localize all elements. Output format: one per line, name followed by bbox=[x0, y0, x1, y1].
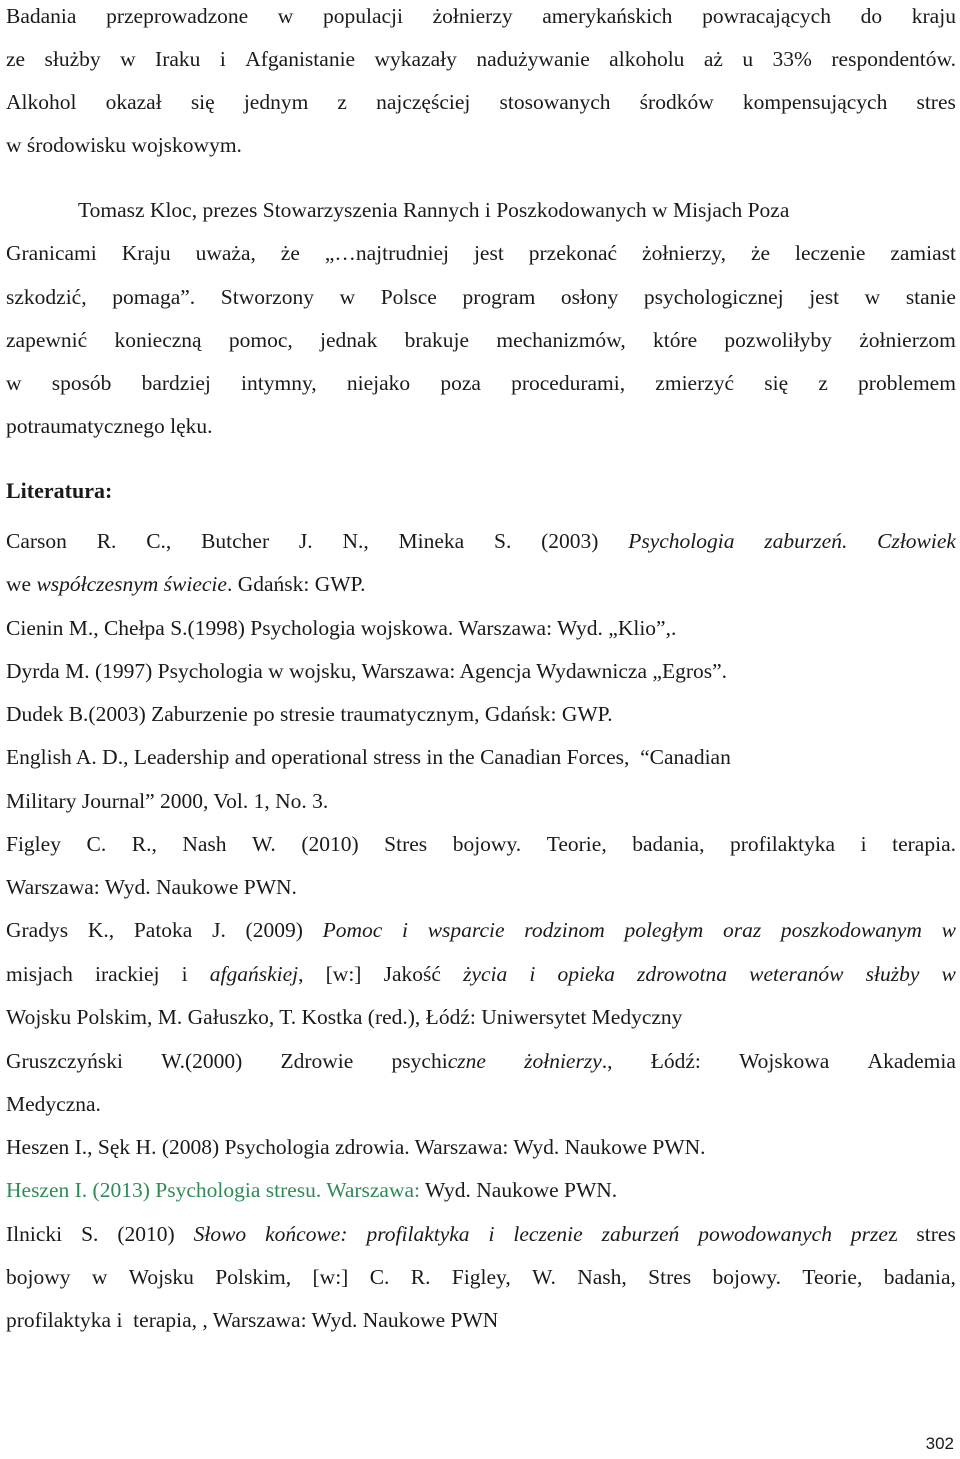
word: zaburzeń bbox=[601, 1222, 680, 1246]
word: służby bbox=[44, 47, 101, 71]
text-line bbox=[6, 571, 956, 597]
word: wykazały bbox=[374, 47, 457, 71]
text-line bbox=[6, 701, 956, 727]
text-line bbox=[6, 1004, 956, 1030]
word: Słowo bbox=[193, 1222, 247, 1246]
text-line bbox=[6, 874, 956, 900]
word: respondentów. bbox=[831, 47, 956, 71]
word: C. bbox=[369, 1265, 390, 1289]
word bbox=[524, 1048, 612, 1074]
text-segment: profilaktyka i terapia, , Warszawa: Wyd. Naukowe PWN bbox=[6, 1308, 499, 1332]
word: Stworzony bbox=[220, 285, 314, 309]
word: stres bbox=[916, 90, 956, 114]
text-line-content bbox=[6, 46, 956, 72]
word: w bbox=[339, 285, 356, 309]
text-segment: Warszawa: Wyd. Naukowe PWN. bbox=[6, 875, 297, 899]
word: Stres bbox=[384, 832, 428, 856]
word: z bbox=[818, 371, 828, 395]
text-segment: Literatura: bbox=[6, 478, 113, 503]
word: jest bbox=[809, 285, 840, 309]
word: jest bbox=[473, 241, 504, 265]
word: że bbox=[750, 241, 771, 265]
word: K., bbox=[87, 918, 115, 942]
word bbox=[210, 961, 304, 987]
word: intymny, bbox=[241, 371, 317, 395]
text-line-content bbox=[6, 1091, 956, 1117]
word: terapia. bbox=[892, 832, 956, 856]
word: bardziej bbox=[141, 371, 211, 395]
word: afgańskiej bbox=[209, 962, 299, 986]
word: rodzinom bbox=[524, 918, 605, 942]
word: i bbox=[181, 962, 188, 986]
word: (2010) bbox=[301, 832, 359, 856]
word: procedurami, bbox=[511, 371, 626, 395]
text-segment: Tomasz Kloc, prezes Stowarzyszenia Rannych i Poszkodowanych w Misjach Poza bbox=[78, 198, 790, 222]
word: w bbox=[91, 1265, 108, 1289]
text-line-content bbox=[6, 89, 956, 115]
word: Iraku bbox=[155, 47, 201, 71]
word: prze bbox=[850, 1222, 888, 1246]
text-segment: . Gdańsk: GWP. bbox=[226, 572, 366, 596]
word: (2010) bbox=[117, 1222, 175, 1246]
word: i bbox=[402, 918, 408, 942]
text-line-content bbox=[6, 327, 956, 353]
text-line-content bbox=[6, 1264, 956, 1290]
text-segment: współczesnym świecie bbox=[36, 572, 227, 596]
word: oraz bbox=[722, 918, 762, 942]
word: sposób bbox=[51, 371, 112, 395]
word: Alkohol bbox=[6, 90, 77, 114]
word: leczenie bbox=[513, 1222, 583, 1246]
word: weteranów bbox=[749, 962, 844, 986]
text-line bbox=[6, 831, 956, 857]
word: Polskim, bbox=[215, 1265, 292, 1289]
word: J. bbox=[298, 529, 313, 553]
word: wsparcie bbox=[427, 918, 505, 942]
word: uważa, bbox=[195, 241, 256, 265]
text-line bbox=[6, 1307, 956, 1333]
text-line bbox=[6, 327, 956, 353]
word: psychologicznej bbox=[643, 285, 784, 309]
text-line bbox=[6, 1221, 956, 1247]
word: Jakość bbox=[383, 962, 441, 986]
word: C., bbox=[146, 529, 172, 553]
text-line bbox=[6, 1264, 956, 1290]
text-line bbox=[6, 1134, 956, 1160]
text-segment: Military Journal” 2000, Vol. 1, No. 3. bbox=[6, 789, 329, 813]
word: Psychologia bbox=[628, 529, 735, 553]
text-line bbox=[6, 788, 956, 814]
section-heading bbox=[6, 478, 956, 504]
word: w bbox=[941, 918, 956, 942]
word: w bbox=[864, 285, 881, 309]
word: amerykańskich bbox=[542, 4, 673, 28]
text-line-content bbox=[6, 3, 956, 29]
word: Ilnicki bbox=[6, 1222, 63, 1246]
word: osłony bbox=[560, 285, 619, 309]
word: i bbox=[529, 962, 536, 986]
text-line bbox=[6, 961, 956, 987]
word: Figley bbox=[6, 832, 61, 856]
text-line-content bbox=[6, 370, 956, 396]
word: poległym bbox=[624, 918, 704, 942]
word: bojowy. bbox=[452, 832, 522, 856]
word: środków bbox=[639, 90, 714, 114]
word: R., bbox=[131, 832, 157, 856]
text-line bbox=[6, 3, 956, 29]
word: szkodzić, bbox=[6, 285, 87, 309]
word: Teorie, bbox=[802, 1265, 863, 1289]
word: Figley, bbox=[451, 1265, 511, 1289]
word: Mineka bbox=[398, 529, 465, 553]
text-segment: English A. D., Leadership and operational stress in the Canadian Forces, “Canadian bbox=[6, 745, 731, 769]
word: że bbox=[280, 241, 300, 265]
word bbox=[392, 1048, 486, 1074]
text-line bbox=[6, 240, 956, 266]
word: C. bbox=[86, 832, 107, 856]
word: i bbox=[860, 832, 867, 856]
word: u bbox=[742, 47, 754, 71]
text-line-content bbox=[6, 413, 956, 439]
word: poszkodowanym bbox=[780, 918, 922, 942]
word: końcowe: bbox=[265, 1222, 348, 1246]
text-line bbox=[6, 284, 956, 310]
word: nadużywanie bbox=[476, 47, 590, 71]
word: okazał bbox=[105, 90, 162, 114]
word: służby bbox=[865, 962, 920, 986]
text-line bbox=[6, 917, 956, 943]
word: aż bbox=[703, 47, 723, 71]
word: ze bbox=[6, 47, 26, 71]
word: Stres bbox=[648, 1265, 692, 1289]
word: alkoholu bbox=[609, 47, 685, 71]
text-line-content bbox=[6, 788, 956, 814]
word: bojowy. bbox=[712, 1265, 781, 1289]
word: stosowanych bbox=[499, 90, 611, 114]
text-line bbox=[78, 197, 960, 223]
word: powodowanych bbox=[698, 1222, 832, 1246]
word bbox=[851, 1221, 898, 1247]
text-segment: we bbox=[6, 572, 37, 596]
text-line bbox=[6, 1048, 956, 1074]
word: profilaktyka bbox=[730, 832, 836, 856]
word: jednym bbox=[243, 90, 309, 114]
word: niejako bbox=[346, 371, 411, 395]
word: w bbox=[6, 371, 22, 395]
word: żołnierzom bbox=[859, 328, 956, 352]
text-line-content bbox=[6, 240, 956, 266]
word: badania, bbox=[632, 832, 705, 856]
word: życia bbox=[463, 962, 508, 986]
word: psychi bbox=[391, 1049, 448, 1073]
word: przeprowadzone bbox=[106, 4, 249, 28]
word: Łódź: bbox=[650, 1049, 701, 1073]
word: zdrowotna bbox=[636, 962, 727, 986]
word: Gruszczyński bbox=[6, 1049, 124, 1073]
text-segment: Wyd. Naukowe PWN. bbox=[425, 1178, 618, 1202]
text-line bbox=[6, 744, 956, 770]
word: Afganistanie bbox=[245, 47, 356, 71]
text-line bbox=[6, 413, 956, 439]
word: czne bbox=[447, 1049, 486, 1073]
text-line-content bbox=[6, 961, 956, 987]
word: ., bbox=[601, 1049, 613, 1073]
word: przekonać bbox=[528, 241, 618, 265]
text-line-content bbox=[6, 658, 956, 684]
text-line-content bbox=[6, 1307, 956, 1333]
text-line-content bbox=[78, 197, 960, 223]
text-segment: Heszen I. (2013) Psychologia stresu. Warszawa: bbox=[6, 1178, 426, 1202]
text-line bbox=[6, 46, 956, 72]
word: S. bbox=[493, 529, 512, 553]
word: Człowiek bbox=[877, 529, 956, 553]
text-line-content bbox=[6, 831, 956, 857]
text-line bbox=[6, 615, 956, 641]
word: żołnierzy, bbox=[642, 241, 726, 265]
word: w bbox=[277, 4, 294, 28]
text-line bbox=[6, 528, 956, 554]
text-segment: Dyrda M. (1997) Psychologia w wojsku, Warszawa: Agencja Wydawnicza „Egros”. bbox=[6, 659, 728, 683]
text-line bbox=[6, 370, 956, 396]
word: [w:] bbox=[325, 962, 362, 986]
word: profilaktyka bbox=[366, 1222, 470, 1246]
word: pomaga”. bbox=[112, 285, 196, 309]
word: i bbox=[219, 47, 226, 71]
word: Wojsku bbox=[128, 1265, 194, 1289]
word: jednak bbox=[320, 328, 378, 352]
text-segment: Medyczna. bbox=[6, 1092, 101, 1116]
text-line-content bbox=[6, 132, 956, 158]
text-line bbox=[6, 89, 956, 115]
text-line-content bbox=[6, 1048, 956, 1074]
text-segment: potraumatycznego lęku. bbox=[6, 414, 213, 438]
word: z bbox=[337, 90, 347, 114]
word: program bbox=[462, 285, 536, 309]
word: W. bbox=[252, 832, 276, 856]
word: R. bbox=[410, 1265, 431, 1289]
word: żołnierzy bbox=[524, 1049, 602, 1073]
word: do bbox=[860, 4, 883, 28]
word: Badania bbox=[6, 4, 77, 28]
word: J. bbox=[212, 918, 226, 942]
word: pomoc, bbox=[228, 328, 293, 352]
word: S. bbox=[81, 1222, 99, 1246]
text-segment: Cienin M., Chełpa S.(1998) Psychologia wojskowa. Warszawa: Wyd. „Klio”,. bbox=[6, 616, 677, 640]
text-segment: Wojsku Polskim, M. Gałuszko, T. Kostka (red.), Łódź: Uniwersytet Medyczny bbox=[6, 1005, 683, 1029]
text-line-content bbox=[6, 615, 956, 641]
word: problemem bbox=[858, 371, 956, 395]
word: populacji bbox=[322, 4, 403, 28]
word: kompensujących bbox=[742, 90, 888, 114]
word: Butcher bbox=[201, 529, 270, 553]
word: poza bbox=[440, 371, 481, 395]
word: Teorie, bbox=[546, 832, 607, 856]
word: zamiast bbox=[890, 241, 956, 265]
text-line-content bbox=[6, 284, 956, 310]
word: , bbox=[298, 962, 304, 986]
word: które bbox=[652, 328, 698, 352]
word: brakuje bbox=[404, 328, 470, 352]
word: stres bbox=[916, 1222, 956, 1246]
text-segment: w środowisku wojskowym. bbox=[6, 133, 242, 157]
word: Gradys bbox=[6, 918, 69, 942]
word: badania, bbox=[883, 1265, 956, 1289]
word: pozwoliłyby bbox=[724, 328, 832, 352]
word: Granicami bbox=[6, 241, 97, 265]
word: i bbox=[488, 1222, 495, 1246]
word: W. bbox=[532, 1265, 556, 1289]
text-line-content bbox=[6, 874, 956, 900]
text-line-content bbox=[6, 1177, 956, 1203]
word: Pomoc bbox=[322, 918, 383, 942]
word: mechanizmów, bbox=[496, 328, 626, 352]
text-line-content bbox=[6, 744, 956, 770]
text-segment: Heszen I., Sęk H. (2008) Psychologia zdrowia. Warszawa: Wyd. Naukowe PWN. bbox=[6, 1135, 706, 1159]
text-line bbox=[6, 1177, 956, 1203]
word: Kraju bbox=[121, 241, 171, 265]
text-line-content bbox=[6, 571, 956, 597]
word: R. bbox=[96, 529, 117, 553]
word: Carson bbox=[6, 529, 67, 553]
text-line-content bbox=[6, 701, 956, 727]
page-number: 302 bbox=[925, 1434, 954, 1453]
word: leczenie bbox=[794, 241, 866, 265]
text-segment: Dudek B.(2003) Zaburzenie po stresie traumatycznym, Gdańsk: GWP. bbox=[6, 702, 613, 726]
word: konieczną bbox=[114, 328, 202, 352]
word: zapewnić bbox=[6, 328, 88, 352]
word: zaburzeń. bbox=[764, 529, 848, 553]
word: się bbox=[190, 90, 215, 114]
text-line bbox=[6, 658, 956, 684]
word: Zdrowie bbox=[280, 1049, 354, 1073]
word: kraju bbox=[911, 4, 956, 28]
text-line-content bbox=[6, 1221, 956, 1247]
word: najczęściej bbox=[376, 90, 471, 114]
word: misjach bbox=[6, 962, 73, 986]
word: 33% bbox=[772, 47, 812, 71]
word: zmierzyć bbox=[655, 371, 735, 395]
word: Nash, bbox=[577, 1265, 627, 1289]
word: się bbox=[764, 371, 789, 395]
word: Polsce bbox=[380, 285, 437, 309]
word: stanie bbox=[905, 285, 956, 309]
word: „…najtrudniej bbox=[324, 241, 450, 265]
word: żołnierzy bbox=[432, 4, 513, 28]
word: (2003) bbox=[541, 529, 599, 553]
text-line bbox=[6, 1091, 956, 1117]
word: z bbox=[887, 1222, 898, 1246]
word: irackiej bbox=[95, 962, 160, 986]
word: Patoka bbox=[133, 918, 193, 942]
text-line-content bbox=[6, 917, 956, 943]
word: Akademia bbox=[867, 1049, 956, 1073]
word: Wojskowa bbox=[739, 1049, 830, 1073]
text-line-content bbox=[6, 1004, 956, 1030]
word: W.(2000) bbox=[161, 1049, 243, 1073]
word: Nash bbox=[182, 832, 227, 856]
word: opieka bbox=[557, 962, 615, 986]
word: w bbox=[120, 47, 136, 71]
word: bojowy bbox=[6, 1265, 71, 1289]
word: [w:] bbox=[312, 1265, 349, 1289]
word: powracających bbox=[702, 4, 831, 28]
word: w bbox=[941, 962, 956, 986]
word: N., bbox=[342, 529, 369, 553]
word: (2009) bbox=[245, 918, 303, 942]
text-line-content bbox=[6, 1134, 956, 1160]
text-line-content bbox=[6, 478, 956, 504]
text-line-content bbox=[6, 528, 956, 554]
text-line bbox=[6, 132, 956, 158]
